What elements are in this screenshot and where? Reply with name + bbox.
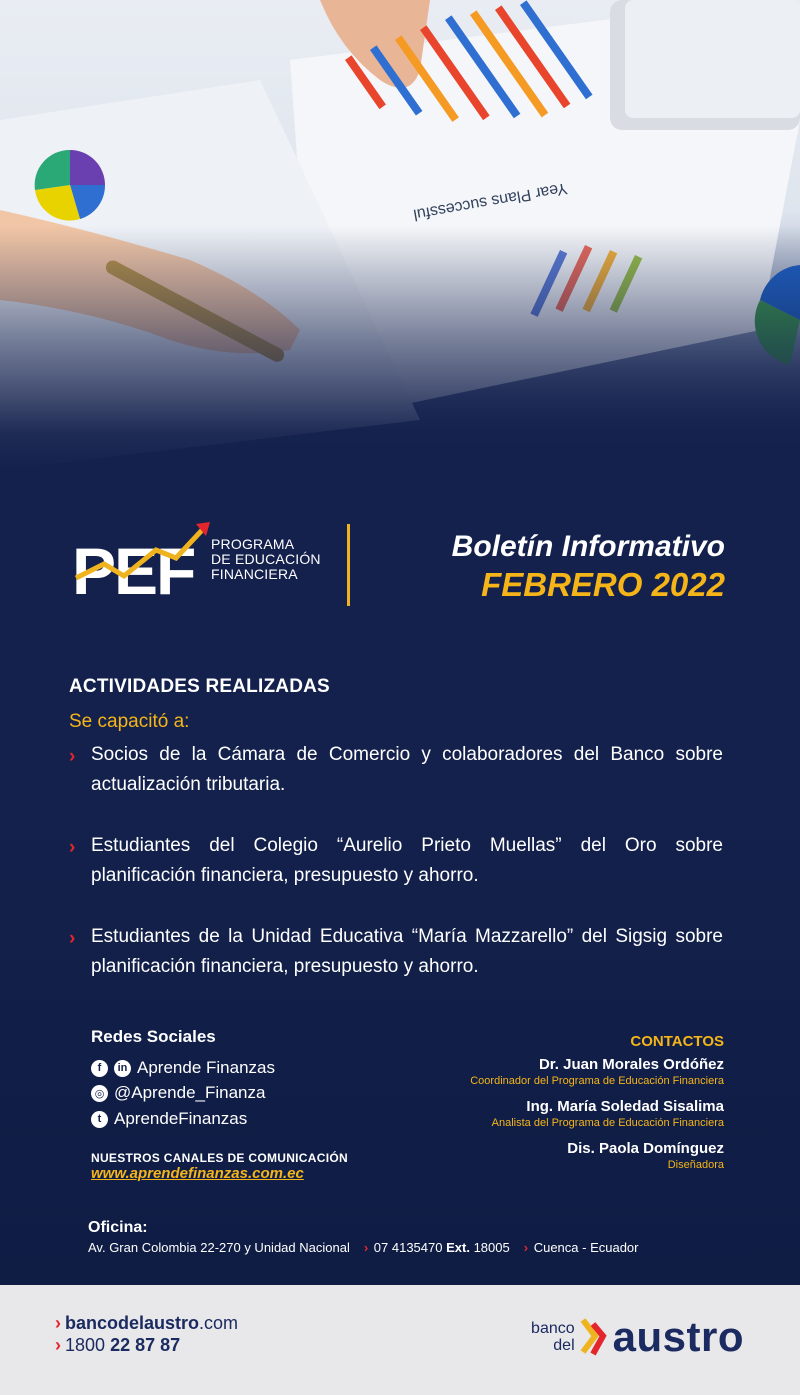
contact-name: Ing. María Soledad Sisalima [526, 1098, 724, 1115]
hero-fade [0, 0, 800, 470]
pef-line-2: DE EDUCACIÓN [211, 551, 321, 567]
social-instagram[interactable] [91, 1083, 265, 1103]
linkedin-icon: in [114, 1060, 131, 1077]
channels-title: NUESTROS CANALES DE COMUNICACIÓN [91, 1151, 348, 1165]
footer-phone-number: 22 87 87 [110, 1335, 181, 1355]
activity-item [69, 922, 723, 982]
chevron-right-icon: › [55, 1335, 61, 1355]
activities-list [69, 740, 723, 1013]
bank-x-icon [579, 1316, 607, 1358]
contact-role: Coordinador del Programa de Educación Financiera [470, 1075, 724, 1087]
office-ext-label: Ext. [446, 1240, 470, 1255]
office-details [88, 1240, 638, 1255]
office-city: Cuenca - Ecuador [533, 1240, 639, 1255]
social-facebook-linkedin[interactable] [91, 1058, 275, 1078]
chevron-right-icon: › [69, 837, 76, 858]
chevron-right-icon: › [69, 928, 76, 949]
social-facebook-label: Aprende Finanzas [137, 1058, 275, 1077]
bank-logo [531, 1312, 744, 1362]
instagram-icon: ◎ [91, 1085, 108, 1102]
office-phone-group [364, 1240, 510, 1255]
twitter-icon: t [91, 1111, 108, 1128]
office-phone: 07 4135470 [373, 1240, 443, 1255]
activity-item [69, 831, 723, 891]
contacts-title: CONTACTOS [630, 1033, 724, 1050]
office-title: Oficina: [88, 1219, 148, 1236]
activity-text: Socios de la Cámara de Comercio y colaboradores del Banco sobre actualización tributaria. [91, 744, 723, 795]
footer-website[interactable] [55, 1313, 238, 1334]
social-title: Redes Sociales [91, 1027, 216, 1046]
facebook-icon: f [91, 1060, 108, 1077]
contacts-block [470, 1033, 724, 1182]
hero-photo [0, 0, 800, 470]
footer-phone-prefix: 1800 [65, 1335, 106, 1355]
contact-name: Dis. Paola Domínguez [567, 1140, 724, 1157]
bank-name: austro [612, 1313, 744, 1360]
pef-logo-text [211, 537, 321, 582]
social-twitter[interactable] [91, 1109, 247, 1129]
footer-phone[interactable] [55, 1335, 180, 1356]
chevron-right-icon: › [69, 746, 76, 767]
website-link[interactable]: www.aprendefinanzas.com.ec [91, 1165, 304, 1182]
office-ext: 18005 [473, 1240, 510, 1255]
bank-line-2: del [553, 1337, 575, 1354]
office-address: Av. Gran Colombia 22-270 y Unidad Nacional [88, 1240, 350, 1255]
activities-title: ACTIVIDADES REALIZADAS [69, 676, 330, 697]
chevron-right-icon: › [523, 1240, 529, 1255]
activity-text: Estudiantes del Colegio “Aurelio Prieto Muellas” del Oro sobre planificación financiera, presupuesto y ahorro. [91, 835, 723, 886]
header-divider [347, 524, 350, 606]
bank-logo-small-text [531, 1320, 575, 1354]
footer-site-bold: bancodelaustro [65, 1313, 200, 1333]
activity-item [69, 740, 723, 800]
activity-text: Estudiantes de la Unidad Educativa “María Mazzarello” del Sigsig sobre planificación financiera, presupuesto y ahorro. [91, 926, 723, 977]
activities-subtitle: Se capacitó a: [69, 711, 190, 732]
bulletin-title: Boletín Informativo [451, 530, 725, 563]
pef-line-1: PROGRAMA [211, 536, 295, 552]
contact-name: Dr. Juan Morales Ordóñez [538, 1056, 724, 1073]
pef-logo-letters: PEF [72, 534, 195, 600]
social-instagram-label: @Aprende_Finanza [114, 1083, 266, 1102]
social-twitter-label: AprendeFinanzas [114, 1109, 248, 1128]
bank-line-1: banco [531, 1320, 575, 1337]
contact-role: Analista del Programa de Educación Financiera [491, 1117, 724, 1129]
bulletin-month: FEBRERO 2022 [481, 566, 725, 603]
contact-role: Diseñadora [667, 1159, 724, 1171]
chevron-right-icon: › [55, 1313, 61, 1333]
footer-site-rest: .com [199, 1313, 239, 1333]
office-city-group [524, 1240, 639, 1255]
pef-line-3: FINANCIERA [211, 566, 298, 582]
chevron-right-icon: › [363, 1240, 369, 1255]
